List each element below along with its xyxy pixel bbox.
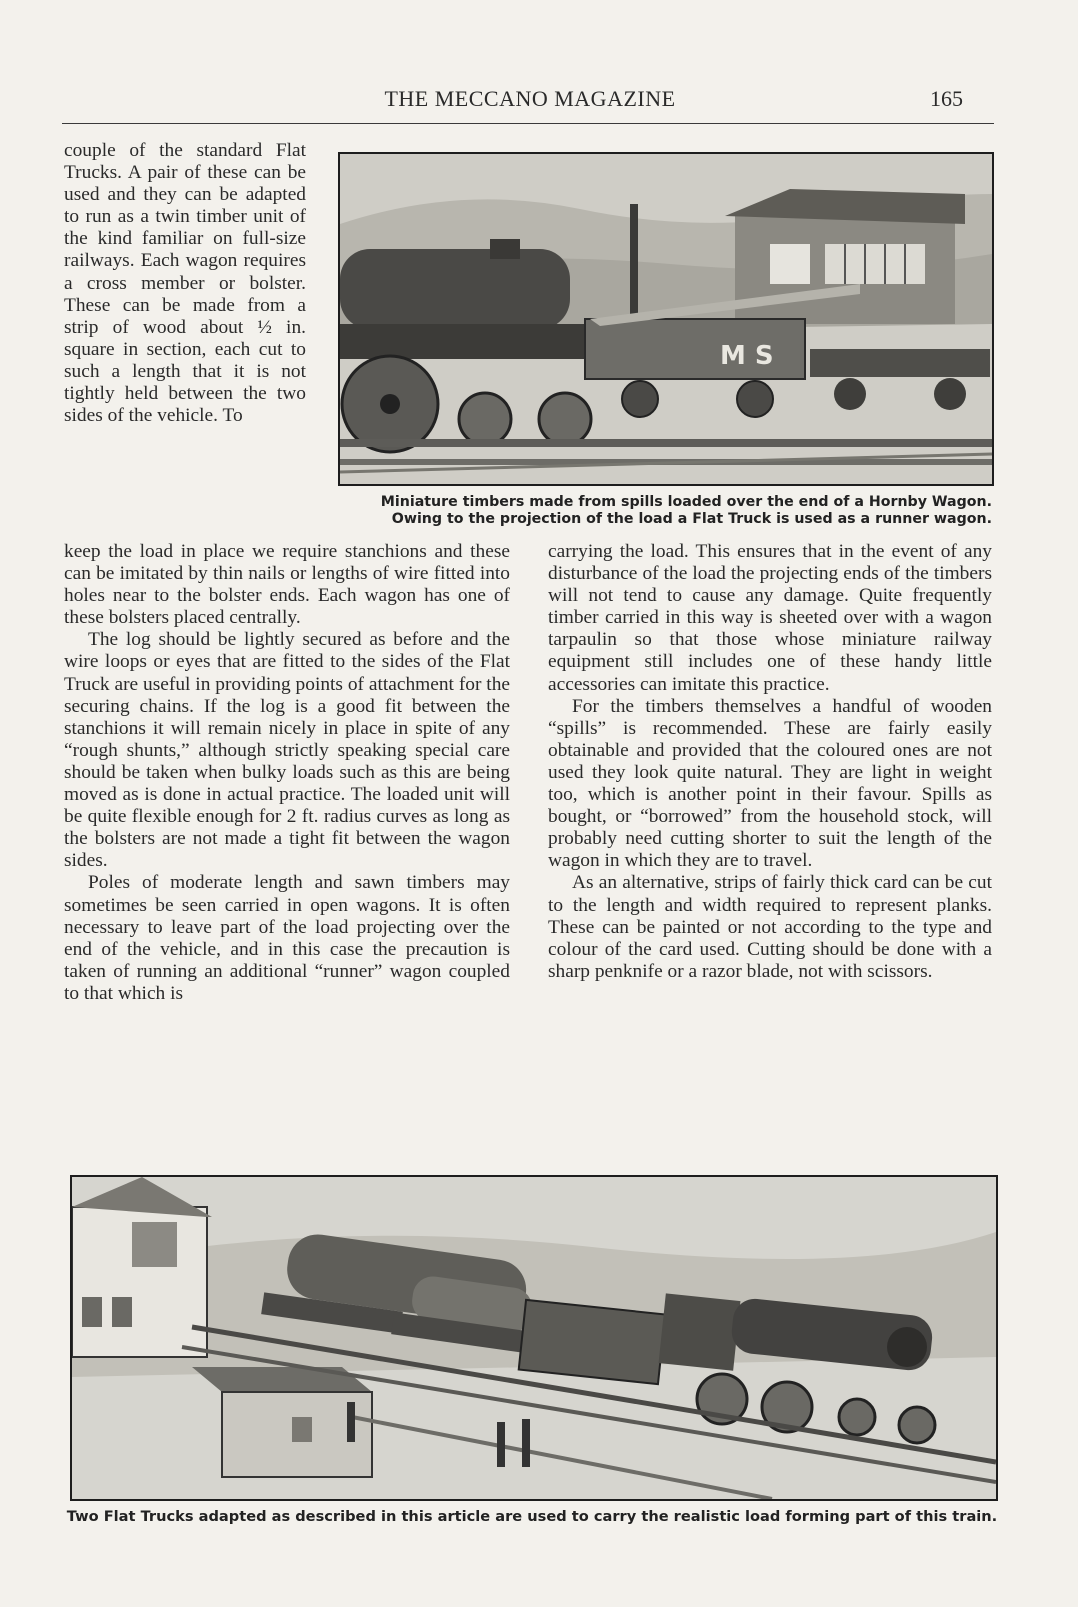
header-rule: [62, 123, 994, 124]
paragraph: carrying the load. This ensures that in the event of any disturbance of the load the projecting ends of the timbers will not tend to cause any damage. Quite frequently timber carried in this way is sheeted over with a wagon tarpaulin so that those whose miniature railway equipment still includes one of these handy little accessories can imitate this practice.: [548, 541, 992, 695]
paragraph: As an alternative, strips of fairly thick card can be cut to the length and width required to represent planks. These can be painted or not according to the type and colour of the card used. Cutting should be done with a sharp penknife or a razor blade, not with scissors.: [548, 872, 992, 982]
intro-paragraph: couple of the standard Flat Trucks. A pair of these can be used and they can be adapted to run as a twin timber unit of the kind familiar on full-size railways. Each wagon requires a cross member or bolster. These can be made from a strip of wood about ½ in. square in section, each cut to such a length that it is not tightly held between the two sides of the vehicle. To: [64, 140, 306, 427]
paragraph: Poles of moderate length and sawn timbers may sometimes be seen carried in open wagons. It is often necessary to leave part of the load projecting over the end of the vehicle, and in this case the precaution is taken of running an additional “runner” wagon coupled to that which is: [64, 872, 510, 1004]
caption-line-2: Owing to the projection of the load a Flat Truck is used as a runner wagon.: [391, 511, 992, 527]
photo-timber-wagon-drawing: [340, 154, 992, 484]
photo-train-with-log-load: [70, 1175, 998, 1501]
article-left-column: [64, 541, 510, 1005]
wagon-lettering: M S: [720, 341, 774, 371]
photo-train-drawing: [72, 1177, 996, 1499]
photo-train-caption: Two Flat Trucks adapted as described in this article are used to carry the realistic load forming part of this train.: [66, 1508, 998, 1525]
page-header-title: THE MECCANO MAGAZINE: [384, 86, 676, 111]
intro-column: [64, 140, 306, 427]
paragraph: For the timbers themselves a handful of wooden “spills” is recommended. These are fairly easily obtainable and provided that the coloured ones are not used they look quite natural. They are light in weight too, which is another point in their favour. Spills as bought, or “borrowed” from the household stock, will probably need cutting shorter to suit the length of the wagon in which they are to travel.: [548, 695, 992, 872]
paragraph: keep the load in place we require stanchions and these can be imitated by thin nails or lengths of wire fitted into holes near to the bolster ends. Each wagon has one of these bolsters placed centrally.: [64, 541, 510, 629]
photo-timber-wagon: [338, 152, 994, 486]
paragraph: The log should be lightly secured as before and the wire loops or eyes that are fitted to the sides of the Flat Truck are useful in providing points of attachment for the securing chains. If the log is a good fit between the stanchions it will remain nicely in place in spite of any “rough shunts,” although strictly speaking special care should be taken when bulky loads such as this are being moved as is done in actual practice. The loaded unit will be quite flexible enough for 2 ft. radius curves as long as the bolsters are not made a tight fit between the wagon sides.: [64, 629, 510, 872]
page-number: 165: [930, 86, 963, 111]
photo-timber-wagon-caption: [338, 494, 992, 528]
article-right-column: [548, 541, 992, 983]
caption-line-1: Miniature timbers made from spills loaded over the end of a Hornby Wagon.: [380, 494, 992, 510]
